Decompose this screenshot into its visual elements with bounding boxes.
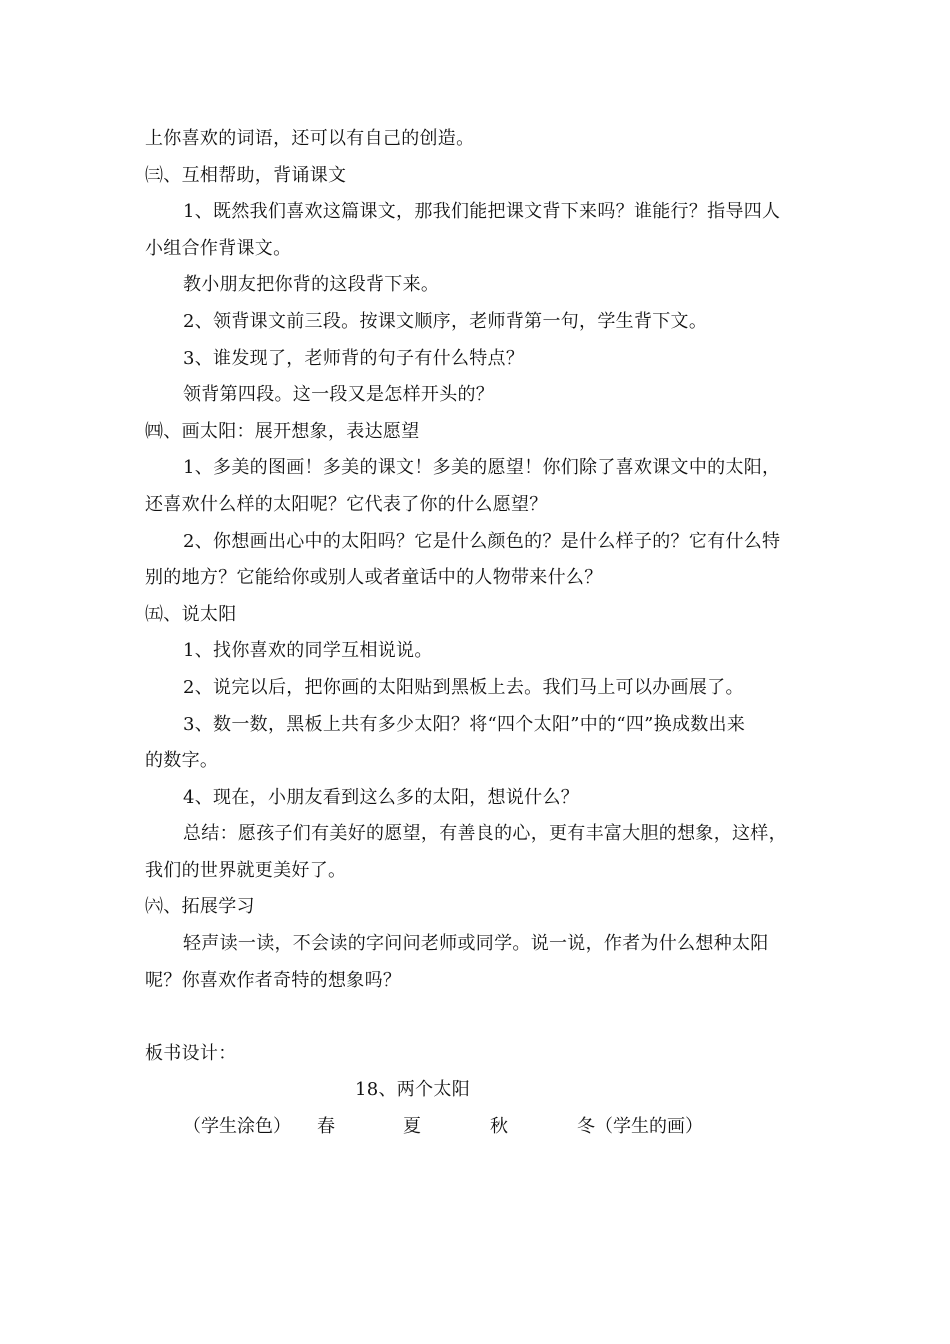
spacer bbox=[145, 999, 825, 1036]
paragraph-line: 呢？你喜欢作者奇特的想象吗？ bbox=[145, 969, 402, 991]
board-left-note: （学生涂色） bbox=[183, 1116, 291, 1138]
paragraph-line: 1、找你喜欢的同学互相说说。 bbox=[183, 640, 433, 662]
paragraph-line: 小组合作背课文。 bbox=[145, 237, 292, 259]
paragraph-line: 3、数一数，黑板上共有多少太阳？将“四个太阳”中的“四”换成数出来 bbox=[183, 713, 746, 735]
paragraph-line: 1、既然我们喜欢这篇课文，那我们能把课文背下来吗？谁能行？指导四人 bbox=[183, 201, 781, 223]
paragraph-line: 3、谁发现了，老师背的句子有什么特点？ bbox=[183, 347, 525, 369]
paragraph-line: 别的地方？它能给你或别人或者童话中的人物带来什么？ bbox=[145, 567, 603, 589]
paragraph-line: 上你喜欢的词语，还可以有自己的创造。 bbox=[145, 128, 475, 149]
paragraph-line: 轻声读一读，不会读的字问问老师或同学。说一说，作者为什么想种太阳 bbox=[183, 933, 769, 955]
paragraph-line: 领背第四段。这一段又是怎样开头的？ bbox=[183, 384, 495, 406]
paragraph-line: ㈥、拓展学习 bbox=[145, 896, 255, 918]
board-season-autumn: 秋 bbox=[490, 1116, 508, 1138]
board-heading: 板书设计： bbox=[145, 1042, 237, 1064]
paragraph-line: 的数字。 bbox=[145, 750, 219, 772]
paragraph-line: ㈤、说太阳 bbox=[145, 603, 237, 625]
paragraph-line: ㈣、画太阳：展开想象，表达愿望 bbox=[145, 420, 420, 442]
board-season-summer: 夏 bbox=[403, 1116, 421, 1138]
paragraph-line: 4、现在，小朋友看到这么多的太阳，想说什么？ bbox=[183, 786, 580, 808]
paragraph-line: 2、领背课文前三段。按课文顺序，老师背第一句，学生背下文。 bbox=[183, 310, 708, 332]
board-season-winter: 冬（学生的画） bbox=[577, 1116, 703, 1138]
paragraph-line: ㈢、互相帮助，背诵课文 bbox=[145, 164, 347, 186]
paragraph-line: 总结：愿孩子们有美好的愿望，有善良的心，更有丰富大胆的想象，这样， bbox=[183, 823, 787, 845]
paragraph-line: 教小朋友把你背的这段背下来。 bbox=[183, 274, 440, 296]
paragraph-line: 2、你想画出心中的太阳吗？它是什么颜色的？是什么样子的？它有什么特 bbox=[183, 530, 781, 552]
paragraph-line: 还喜欢什么样的太阳呢？它代表了你的什么愿望？ bbox=[145, 493, 548, 515]
board-season-spring: 春 bbox=[317, 1116, 335, 1138]
paragraph-line: 我们的世界就更美好了。 bbox=[145, 859, 347, 881]
document-body bbox=[145, 121, 825, 1146]
board-season-row bbox=[145, 1109, 825, 1146]
paragraph-line: 1、多美的图画！多美的课文！多美的愿望！你们除了喜欢课文中的太阳， bbox=[183, 457, 781, 479]
paragraph-line: 2、说完以后，把你画的太阳贴到黑板上去。我们马上可以办画展了。 bbox=[183, 676, 744, 698]
board-title: 18、两个太阳 bbox=[355, 1079, 471, 1101]
paragraph-list bbox=[145, 121, 825, 999]
